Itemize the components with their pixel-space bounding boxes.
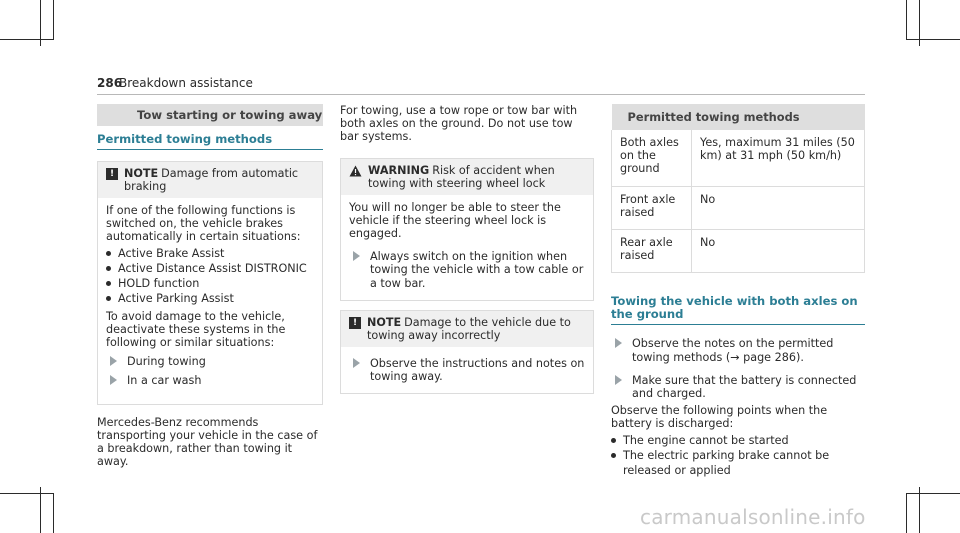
table-title: Permitted towing methods: [612, 104, 865, 130]
step: [349, 250, 585, 290]
warning-header: [341, 159, 593, 195]
crop-mark: [906, 0, 907, 40]
step-arrow-icon: [615, 338, 622, 348]
table-cell-method: Both axles on the ground: [612, 130, 692, 186]
subheading: Permitted towing methods: [97, 133, 323, 150]
step-arrow-icon: [353, 358, 360, 368]
crop-mark: [906, 493, 960, 494]
crop-mark: [0, 493, 54, 494]
step-arrow-icon: [110, 356, 117, 366]
discharged-text: Observe the following points when the battery is discharged:: [611, 404, 828, 431]
crop-mark: [906, 493, 907, 533]
table-row: [612, 230, 865, 273]
middle-column: [340, 104, 594, 394]
section-title: Tow starting or towing away: [97, 104, 323, 126]
running-header: Breakdown assistance: [119, 76, 253, 90]
subheading: Towing the vehicle with both axles on the ground: [611, 295, 865, 325]
list-item: HOLD function: [106, 276, 314, 291]
note-intro: If one of the following functions is switched on, the vehicle brakes automatically in certain situations:: [106, 204, 301, 244]
table-row: [612, 130, 865, 186]
step: [106, 355, 314, 368]
step-text: Observe the notes on the permitted towing methods (→ page 286).: [632, 337, 834, 364]
note-avoid: To avoid damage to the vehicle, deactivate these systems in the following or similar situations:: [106, 309, 286, 350]
warning-triangle-icon: [349, 165, 362, 177]
step-text: In a car wash: [127, 374, 202, 388]
page-number: 286: [97, 76, 123, 90]
function-list: [106, 246, 314, 306]
note-label: NOTE: [124, 167, 159, 180]
crop-mark: [0, 39, 54, 40]
table-cell-allowed: Yes, maximum 31 miles (50 km) at 31 mph (50 km/h): [692, 130, 865, 186]
table-cell-method: Front axle raised: [612, 186, 692, 229]
warning-body: [341, 195, 593, 300]
discharged-list: [611, 433, 865, 478]
header-rule: [97, 94, 865, 95]
right-column: [611, 104, 865, 482]
step-text: Observe the instructions and notes on towing away.: [370, 356, 585, 384]
note-body: [98, 198, 322, 404]
step: [611, 374, 865, 400]
table-cell-method: Rear axle raised: [612, 230, 692, 273]
recommendation-text: Mercedes-Benz recommends transporting your vehicle in the case of a breakdown, rather than towing it away.: [97, 415, 318, 469]
step-text: Make sure that the battery is connected and charged.: [632, 373, 857, 401]
note-box: [340, 310, 594, 394]
exclamation-icon: !: [349, 317, 361, 329]
note-title: Damage to the vehicle due to towing away incorrectly: [367, 315, 571, 342]
list-item: The electric parking brake cannot be released or applied: [611, 448, 865, 478]
towing-intro: For towing, use a tow rope or tow bar with both axles on the ground. Do not use tow bar systems.: [340, 104, 578, 144]
crop-mark: [906, 39, 960, 40]
table-cell-allowed: No: [692, 230, 865, 273]
step-arrow-icon: [615, 375, 622, 385]
step-text: Always switch on the ignition when towing the vehicle with a tow cable or a tow bar.: [370, 250, 584, 290]
warning-title: Risk of accident when towing with steering wheel lock: [368, 163, 555, 190]
warning-text: You will no longer be able to steer the vehicle if the steering wheel lock is engaged.: [349, 200, 561, 241]
step-arrow-icon: [353, 251, 360, 261]
watermark: carmanualsonline.info: [640, 505, 866, 529]
list-item: Active Distance Assist DISTRONIC: [106, 261, 314, 276]
note-label: NOTE: [367, 315, 402, 329]
step: [349, 357, 585, 383]
note-header: [98, 162, 322, 198]
step-arrow-icon: [110, 375, 117, 385]
list-item: Active Parking Assist: [106, 291, 314, 306]
table-row: [612, 186, 865, 229]
step-text: During towing: [127, 355, 206, 369]
towing-methods-table: [611, 104, 865, 273]
note-body: [341, 347, 593, 393]
list-item: The engine cannot be started: [611, 433, 865, 448]
crop-mark: [53, 493, 54, 533]
step: [611, 337, 865, 363]
note-header: [341, 311, 593, 347]
warning-label: WARNING: [368, 163, 430, 177]
note-title: Damage from automatic braking: [124, 167, 299, 193]
crop-mark: [53, 0, 54, 40]
step: [106, 374, 314, 387]
left-column: [97, 104, 323, 468]
table-cell-allowed: No: [692, 186, 865, 229]
warning-box: [340, 158, 594, 301]
list-item: Active Brake Assist: [106, 246, 314, 261]
note-box: [97, 161, 323, 405]
exclamation-icon: !: [106, 168, 118, 180]
